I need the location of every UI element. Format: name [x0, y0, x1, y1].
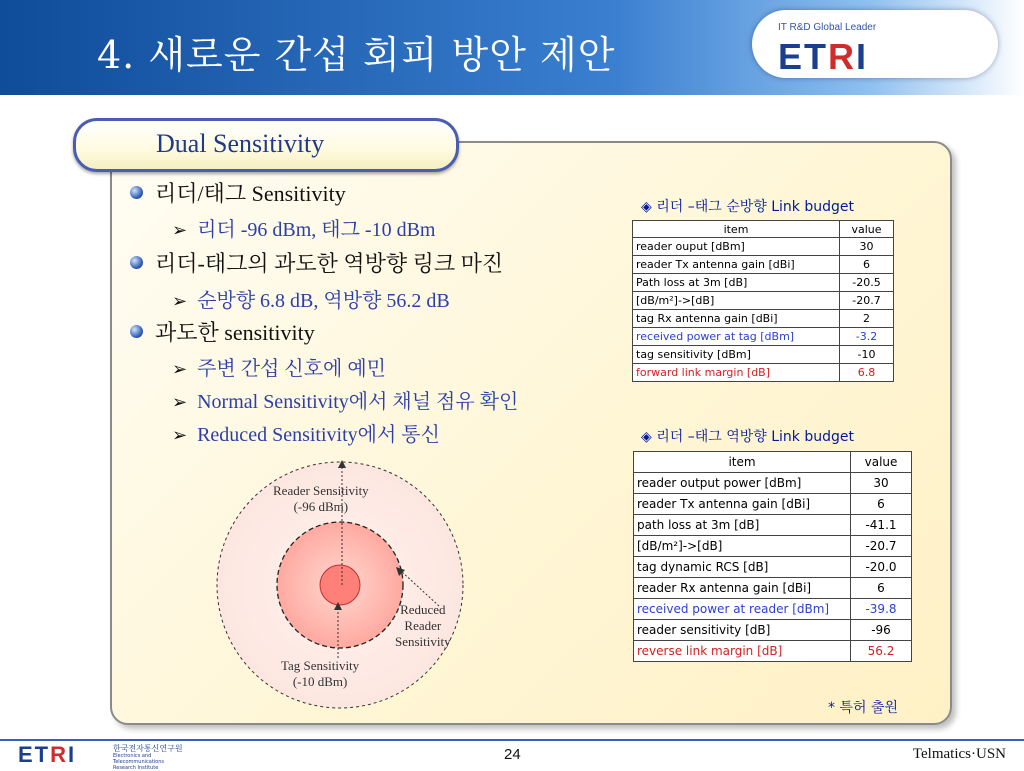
tag-sensitivity-label	[281, 658, 359, 690]
bullet-text: 리더-태그의 과도한 역방향 링크 마진	[155, 251, 504, 276]
bullet-dot-icon	[130, 325, 143, 338]
table-header-row	[633, 221, 894, 238]
table-row	[633, 292, 894, 310]
sub-bullet-text: 주변 간섭 신호에 예민	[197, 358, 386, 380]
table-row	[633, 256, 894, 274]
cell-value: -41.1	[851, 515, 912, 536]
reverse-table-title: ◈ 리더 –태그 역방향 Link budget	[641, 429, 854, 445]
sub-bullet-text: 순방향 6.8 dB, 역방향 56.2 dB	[197, 290, 450, 312]
patent-note: * 특허 출원	[828, 700, 898, 716]
reduced-sensitivity-label	[395, 602, 451, 650]
cell-item: reverse link margin [dB]	[634, 641, 851, 662]
label-line: Sensitivity	[395, 634, 451, 649]
logo-tagline: IT R&D Global Leader	[778, 22, 877, 33]
sub-bullet-text: Reduced Sensitivity에서 통신	[197, 424, 440, 446]
cell-value: 6	[840, 256, 894, 274]
column-header-value: value	[840, 221, 894, 238]
bullet-dot-icon	[130, 256, 143, 269]
label-line: Reader	[404, 618, 442, 633]
table-row	[634, 515, 912, 536]
reverse-link-budget-table	[633, 451, 912, 662]
arrow-bullet-icon: ➢	[172, 392, 188, 413]
forward-table-title: ◈ 리더 –태그 순방향 Link budget	[641, 199, 854, 215]
table-row	[634, 557, 912, 578]
table-row	[634, 641, 912, 662]
table-row	[634, 599, 912, 620]
sub-bullet-item	[172, 213, 436, 242]
label-line: Tag Sensitivity	[281, 658, 360, 673]
logo-part-3: I	[68, 742, 77, 767]
sensitivity-diagram	[215, 458, 465, 722]
logo-mark	[778, 36, 868, 78]
bullet-item	[130, 247, 503, 278]
cell-value: -39.8	[851, 599, 912, 620]
footer-divider	[0, 739, 1024, 741]
label-line: (-10 dBm)	[292, 674, 348, 689]
table-row	[633, 310, 894, 328]
sub-bullet-text: Normal Sensitivity에서 채널 점유 확인	[197, 391, 519, 413]
cell-value: -96	[851, 620, 912, 641]
cell-item: reader sensitivity [dB]	[634, 620, 851, 641]
bullet-dot-icon	[130, 186, 143, 199]
table-row	[633, 274, 894, 292]
table-row	[634, 578, 912, 599]
table-row	[634, 473, 912, 494]
cell-item: tag sensitivity [dBm]	[633, 346, 840, 364]
cell-item: [dB/m²]->[dB]	[633, 292, 840, 310]
cell-item: reader ouput [dBm]	[633, 238, 840, 256]
cell-value: 30	[851, 473, 912, 494]
cell-item: reader Rx antenna gain [dBi]	[634, 578, 851, 599]
cell-value: 6	[851, 494, 912, 515]
section-title: Dual Sensitivity	[156, 129, 325, 158]
cell-value: -20.7	[851, 536, 912, 557]
label-line: Reduced	[400, 602, 446, 617]
column-header-value: value	[851, 452, 912, 473]
cell-item: tag Rx antenna gain [dBi]	[633, 310, 840, 328]
logo-part-3: I	[856, 36, 869, 77]
tag-sensitivity-circle	[320, 565, 360, 605]
arrow-bullet-icon: ➢	[172, 220, 188, 241]
cell-value: 6.8	[840, 364, 894, 382]
sub-bullet-item	[172, 385, 518, 414]
arrow-bullet-icon: ➢	[172, 425, 188, 446]
arrow-bullet-icon: ➢	[172, 359, 188, 380]
sub-bullet-item	[172, 418, 440, 447]
cell-item: path loss at 3m [dB]	[634, 515, 851, 536]
sub-bullet-text: 리더 -96 dBm, 태그 -10 dBm	[197, 219, 436, 241]
cell-value: -20.5	[840, 274, 894, 292]
table-row	[633, 328, 894, 346]
table-row	[633, 238, 894, 256]
bullet-text: 리더/태그 Sensitivity	[155, 181, 346, 206]
cell-value: 56.2	[851, 641, 912, 662]
cell-item: reader output power [dBm]	[634, 473, 851, 494]
cell-item: reader Tx antenna gain [dBi]	[634, 494, 851, 515]
logo-part-1: ET	[18, 742, 51, 767]
sub-bullet-item	[172, 284, 450, 313]
footer-right-text: Telmatics·USN	[912, 746, 1006, 762]
cell-item: Path loss at 3m [dB]	[633, 274, 840, 292]
org-name-en: Electronics and Telecommunications Research Institute	[113, 753, 165, 771]
table-row	[634, 620, 912, 641]
logo-part-2: R	[828, 36, 857, 77]
cell-item: received power at reader [dBm]	[634, 599, 851, 620]
reader-sensitivity-label	[273, 483, 369, 515]
table-row	[634, 536, 912, 557]
cell-item: [dB/m²]->[dB]	[634, 536, 851, 557]
label-line: (-96 dBm)	[293, 499, 349, 514]
page-number: 24	[504, 746, 521, 763]
etri-logo	[752, 10, 998, 78]
cell-value: 2	[840, 310, 894, 328]
cell-item: tag dynamic RCS [dB]	[634, 557, 851, 578]
forward-link-budget-table	[632, 220, 894, 382]
column-header-item: item	[634, 452, 851, 473]
table-header-row	[634, 452, 912, 473]
sub-bullet-item	[172, 352, 386, 381]
cell-value: -20.0	[851, 557, 912, 578]
bullet-text: 과도한 sensitivity	[155, 320, 315, 345]
org-name-ko: 한국전자통신연구원	[113, 744, 183, 753]
cell-value: 30	[840, 238, 894, 256]
bullet-item	[130, 177, 346, 208]
footer-org-name	[113, 744, 188, 771]
table-row	[633, 346, 894, 364]
arrow-bullet-icon: ➢	[172, 291, 188, 312]
cell-value: -20.7	[840, 292, 894, 310]
logo-part-2: R	[50, 742, 69, 767]
logo-part-1: ET	[778, 36, 829, 77]
table-row	[633, 364, 894, 382]
column-header-item: item	[633, 221, 840, 238]
slide-title: 4. 새로운 간섭 회피 방안 제안	[97, 33, 616, 77]
label-line: Reader Sensitivity	[273, 483, 369, 498]
table-row	[634, 494, 912, 515]
cell-item: forward link margin [dB]	[633, 364, 840, 382]
bullet-item	[130, 316, 315, 347]
footer-etri-logo	[18, 742, 76, 768]
cell-value: -10	[840, 346, 894, 364]
cell-item: received power at tag [dBm]	[633, 328, 840, 346]
cell-value: 6	[851, 578, 912, 599]
cell-value: -3.2	[840, 328, 894, 346]
cell-item: reader Tx antenna gain [dBi]	[633, 256, 840, 274]
